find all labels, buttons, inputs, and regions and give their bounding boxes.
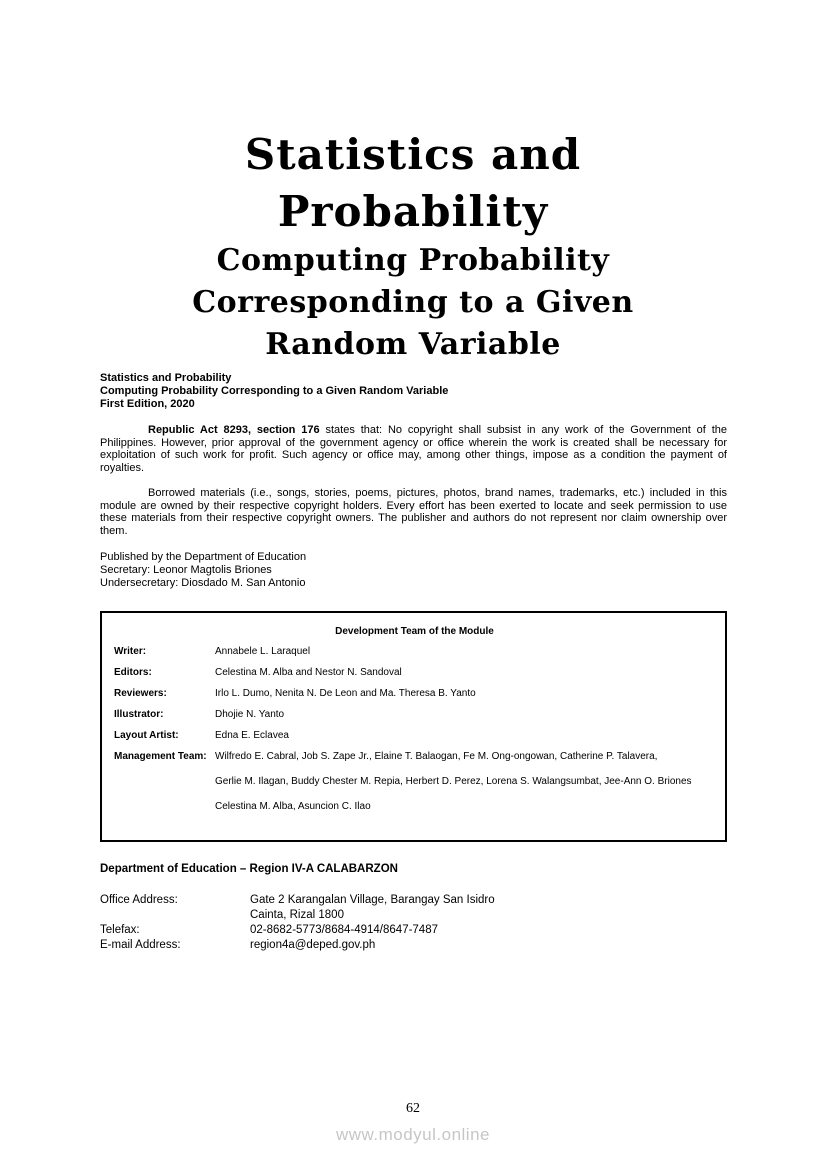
republic-act-lead: Republic Act 8293, section 176 <box>148 424 320 436</box>
dev-team-role-label: Editors: <box>114 667 152 678</box>
republic-act-paragraph <box>100 424 727 474</box>
borrowed-materials-paragraph: Borrowed materials (i.e., songs, stories, poems, pictures, photos, brand names, trademarks, etc.) included in this module are owned by their respective copyright holders. Every effort has been exerted to locate and seek permission to use these materials from their respective copyright owners. The publisher and authors do not represent nor claim ownership over them. <box>100 487 727 537</box>
dev-team-line: Celestina M. Alba and Nestor N. Sandoval <box>215 667 402 678</box>
dev-team-line: Celestina M. Alba, Asuncion C. Ilao <box>215 801 371 812</box>
contact-row-email <box>100 938 727 953</box>
dev-team-row-writer <box>114 646 715 658</box>
dev-team-line: Gerlie M. Ilagan, Buddy Chester M. Repia, Herbert D. Perez, Lorena S. Walangsumbat, Jee-Ann O. Briones <box>215 776 692 787</box>
secretary-line: Secretary: Leonor Magtolis Briones <box>100 564 272 576</box>
page-number: 62 <box>406 1101 420 1116</box>
contact-label: Telefax: <box>100 924 140 936</box>
development-team-box <box>100 611 727 842</box>
dev-team-members <box>215 751 715 813</box>
region-heading: Department of Education – Region IV-A CALABARZON <box>100 863 398 875</box>
watermark-text: www.modyul.online <box>335 1125 490 1144</box>
development-team-title: Development Team of the Module <box>335 626 494 637</box>
dev-team-row-management-team <box>114 751 715 813</box>
dev-team-members <box>215 667 715 679</box>
dev-team-line: Annabele L. Laraquel <box>215 646 311 657</box>
contact-label: Office Address: <box>100 894 178 906</box>
dev-team-members <box>215 646 715 658</box>
publisher-block <box>100 551 727 590</box>
contact-block <box>100 893 727 953</box>
page-content <box>100 372 727 953</box>
dev-team-role-label: Management Team: <box>114 751 207 762</box>
dev-team-role-label: Layout Artist: <box>114 730 179 741</box>
dev-team-members <box>215 730 715 742</box>
dev-team-role-label: Writer: <box>114 646 147 657</box>
main-title-line-2: Probability <box>277 187 549 236</box>
contact-label <box>100 908 250 923</box>
dev-team-line: Edna E. Eclavea <box>215 730 289 741</box>
edition-header-subtitle: Computing Probability Corresponding to a Given Random Variable <box>100 385 449 397</box>
dev-team-row-illustrator <box>114 709 715 721</box>
dev-team-role-label: Illustrator: <box>114 709 164 720</box>
dev-team-row-layout-artist <box>114 730 715 742</box>
dev-team-line: Wilfredo E. Cabral, Job S. Zape Jr., Elaine T. Balaogan, Fe M. Ong-ongowan, Catherine P. Talavera, <box>215 751 658 762</box>
published-by-line: Published by the Department of Education <box>100 551 307 563</box>
contact-value: Gate 2 Karangalan Village, Barangay San Isidro <box>250 894 495 906</box>
main-title-line-1: Statistics and <box>244 130 582 179</box>
undersecretary-line: Undersecretary: Diosdado M. San Antonio <box>100 577 306 589</box>
dev-team-line: Dhojie N. Yanto <box>215 709 285 720</box>
dev-team-role-label: Reviewers: <box>114 688 167 699</box>
edition-header <box>100 372 727 411</box>
subtitle-line-1: Computing Probability <box>216 243 610 278</box>
title-block <box>0 0 826 366</box>
dev-team-line: Irlo L. Dumo, Nenita N. De Leon and Ma. Theresa B. Yanto <box>215 688 476 699</box>
subtitle-line-3: Random Variable <box>265 327 561 362</box>
dev-team-row-editors <box>114 667 715 679</box>
contact-value: Cainta, Rizal 1800 <box>250 909 344 921</box>
contact-row-office-address-2 <box>100 908 727 923</box>
edition-header-title: Statistics and Probability <box>100 372 232 384</box>
dev-team-members <box>215 688 715 700</box>
contact-row-telefax <box>100 923 727 938</box>
contact-row-office-address <box>100 893 727 908</box>
contact-value: region4a@deped.gov.ph <box>250 939 376 951</box>
subtitle-line-2: Corresponding to a Given <box>192 285 634 320</box>
dev-team-members <box>215 709 715 721</box>
dev-team-row-reviewers <box>114 688 715 700</box>
edition-header-edition: First Edition, 2020 <box>100 398 195 410</box>
republic-act-body: states that: No copyright shall subsist in any work of the Government of the Philippines. However, prior approval of the government agency or office wherein the work is created shall be necessary for exploitation of such work for profit. Such agency or office may, among other things, impose as a condition the payment of royalties. <box>100 424 727 474</box>
contact-label: E-mail Address: <box>100 939 181 951</box>
contact-value: 02-8682-5773/8684-4914/8647-7487 <box>250 924 438 936</box>
